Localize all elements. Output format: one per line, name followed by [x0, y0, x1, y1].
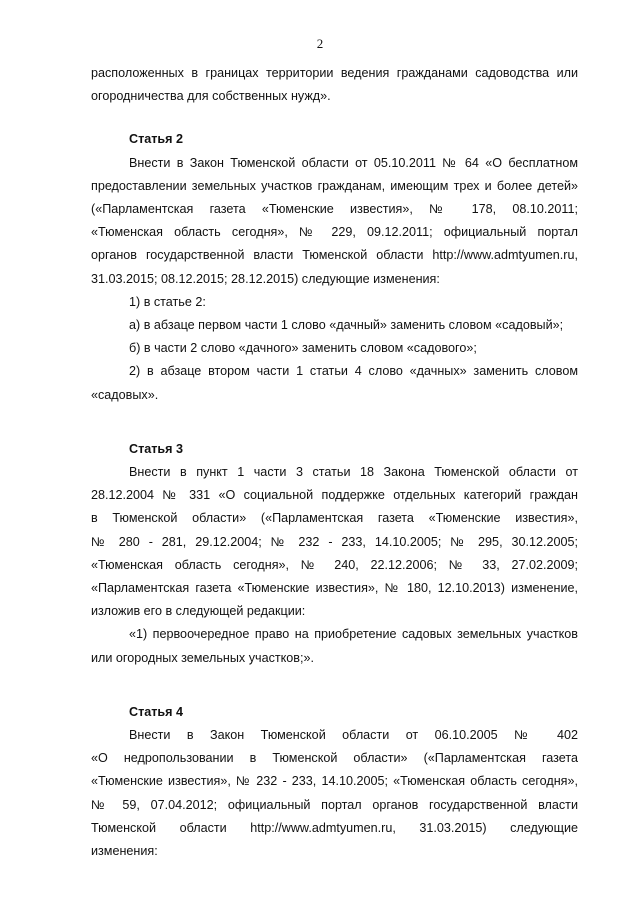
- body-line: расположенных в границах территории ведения гражданами садоводства или: [91, 66, 578, 80]
- list-item: а) в абзаце первом части 1 слово «дачный» заменить словом «садовый»;: [129, 318, 564, 333]
- body-line: («Парламентская газета «Тюменские известия», № 178, 08.10.2011;: [91, 202, 578, 217]
- list-item: б) в части 2 слово «дачного» заменить словом «садового»;: [129, 341, 477, 356]
- body-line: «Тюменская область сегодня», № 229, 09.12.2011; официальный портал: [91, 225, 578, 240]
- body-line: изменения:: [91, 844, 158, 859]
- list-item: 1) в статье 2:: [129, 294, 206, 309]
- body-line: № 280 - 281, 29.12.2004; № 232 - 233, 14.10.2005; № 295, 30.12.2005;: [91, 534, 578, 549]
- article-3-heading: Статья 3: [129, 441, 184, 456]
- body-line: № 59, 07.04.2012; официальный портал органов государственной власти: [91, 797, 578, 812]
- document-body: [91, 62, 578, 863]
- article-2-heading: Статья 2: [129, 132, 184, 147]
- body-line: «Тюменская область сегодня», № 240, 22.12.2006; № 33, 27.02.2009;: [91, 557, 578, 572]
- article-4-heading: Статья 4: [129, 704, 184, 719]
- body-line: Внести в пункт 1 части 3 статьи 18 Закона Тюменской области от: [129, 465, 578, 480]
- body-line: 28.12.2004 № 331 «О социальной поддержке отдельных категорий граждан: [91, 488, 578, 503]
- page-number: 2: [316, 36, 324, 51]
- body-line: 31.03.2015; 08.12.2015; 28.12.2015) следующие изменения:: [91, 271, 440, 286]
- quote-line: «1) первоочередное право на приобретение садовых земельных участков: [129, 627, 578, 642]
- list-item: 2) в абзаце втором части 1 статьи 4 слово «дачных» заменить словом: [129, 364, 578, 379]
- body-line: «Тюменские известия», № 232 - 233, 14.10.2005; «Тюменская область сегодня»,: [91, 774, 578, 789]
- body-line: «садовых».: [91, 387, 159, 402]
- quote-line: или огородных земельных участков;».: [91, 650, 314, 665]
- body-line: «О недропользовании в Тюменской области» («Парламентская газета: [91, 751, 578, 766]
- body-line: огородничества для собственных нужд».: [91, 89, 331, 104]
- body-line: «Парламентская газета «Тюменские известия», № 180, 12.10.2013) изменение,: [91, 581, 578, 596]
- body-line: изложив его в следующей редакции:: [91, 604, 306, 619]
- body-line: Тюменской области http://www.admtyumen.ru, 31.03.2015) следующие: [91, 820, 578, 835]
- body-line: предоставлении земельных участков гражданам, имеющим трех и более детей»: [91, 178, 578, 193]
- body-line: Внести в Закон Тюменской области от 05.10.2011 № 64 «О бесплатном: [129, 155, 578, 170]
- body-line: органов государственной власти Тюменской области http://www.admtyumen.ru,: [91, 248, 578, 263]
- body-line: Внести в Закон Тюменской области от 06.10.2005 № 402: [129, 728, 578, 743]
- body-line: в Тюменской области» («Парламентская газета «Тюменские известия»,: [91, 511, 578, 526]
